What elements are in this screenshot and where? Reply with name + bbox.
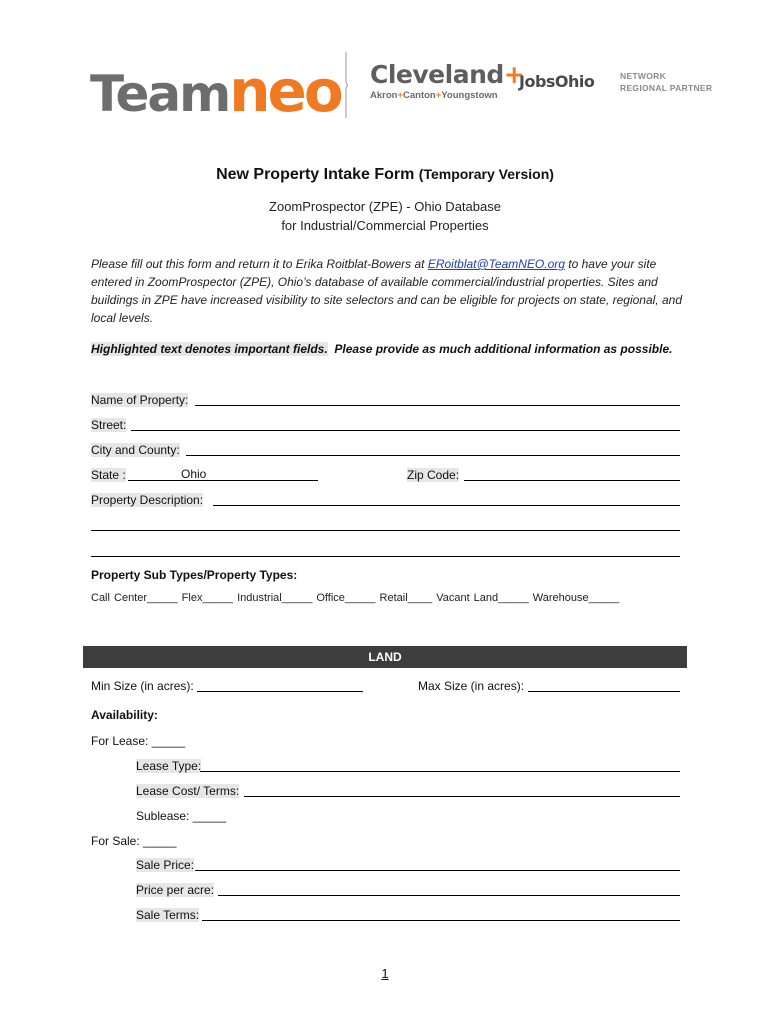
lease-cost-label: Lease Cost/ Terms:	[136, 784, 240, 798]
name-of-property-label: Name of Property:	[91, 393, 189, 407]
property-subtypes-heading: Property Sub Types/Property Types:	[91, 568, 298, 582]
zip-code-field[interactable]	[464, 480, 680, 481]
street-field[interactable]	[131, 430, 680, 431]
cleveland-plus-logo: Cleveland+ Akron+Canton+Youngstown	[370, 60, 525, 101]
page-number: 1	[381, 966, 389, 981]
subtitle-database: ZoomProspector (ZPE) - Ohio Database	[269, 199, 501, 214]
important-fields-note: Highlighted text denotes important fields. Please provide as much additional information as possible.	[91, 342, 673, 356]
sale-terms-label: Sale Terms:	[136, 908, 200, 922]
zip-code-label: Zip Code:	[407, 468, 460, 482]
sublease-field[interactable]: Sublease: _____	[136, 809, 227, 823]
state-value: Ohio	[181, 467, 207, 481]
name-of-property-field[interactable]	[195, 405, 680, 406]
min-size-field[interactable]	[197, 691, 363, 692]
for-sale-field[interactable]: For Sale: _____	[91, 834, 177, 848]
property-subtypes-options[interactable]: Call Center_____ Flex_____ Industrial_____ Office_____ Retail____ Vacant Land_____ Warehouse_____	[91, 592, 620, 604]
availability-heading: Availability:	[91, 708, 158, 722]
intro-paragraph: Please fill out this form and return it to Erika Roitblat-Bowers at ERoitblat@TeamNEO.org to have your site entered in ZoomProspector (ZPE), Ohio’s database of available commercial/industrial properties. Sites and buildings in ZPE have increased visibility to site selectors and can be eligible for projects on state, regional, and local levels.	[91, 257, 682, 325]
sale-terms-field[interactable]	[202, 920, 680, 921]
property-description-field-2[interactable]	[91, 530, 680, 531]
network-regional-partner-logo: NETWORK REGIONAL PARTNER	[620, 71, 713, 93]
max-size-field[interactable]	[528, 691, 680, 692]
lease-cost-field[interactable]	[244, 796, 680, 797]
city-county-field[interactable]	[186, 455, 680, 456]
email-link[interactable]: ERoitblat@TeamNEO.org	[427, 257, 565, 271]
state-field[interactable]	[128, 480, 318, 481]
land-section-header: LAND	[83, 646, 687, 668]
jobsohio-logo: JobsOhio	[519, 72, 595, 91]
max-size-label: Max Size (in acres):	[418, 679, 525, 693]
page-title: New Property Intake Form (Temporary Version)	[216, 166, 554, 183]
price-per-acre-field[interactable]	[218, 895, 680, 896]
property-description-field-3[interactable]	[91, 556, 680, 557]
state-label: State :	[91, 468, 126, 482]
property-description-label: Property Description:	[91, 493, 204, 507]
city-county-label: City and County:	[91, 443, 180, 457]
min-size-label: Min Size (in acres):	[91, 679, 194, 693]
logo-separator	[345, 52, 348, 118]
subtitle-property-types: for Industrial/Commercial Properties	[281, 218, 489, 233]
price-per-acre-label: Price per acre:	[136, 883, 215, 897]
sale-price-field[interactable]	[195, 870, 680, 871]
teamneo-logo: Teamneo	[90, 57, 341, 125]
for-lease-field[interactable]: For Lease: _____	[91, 734, 186, 748]
street-label: Street:	[91, 418, 127, 432]
sale-price-label: Sale Price:	[136, 858, 195, 872]
lease-type-field[interactable]	[200, 771, 680, 772]
property-description-field-1[interactable]	[213, 505, 680, 506]
lease-type-label: Lease Type:	[136, 759, 202, 773]
